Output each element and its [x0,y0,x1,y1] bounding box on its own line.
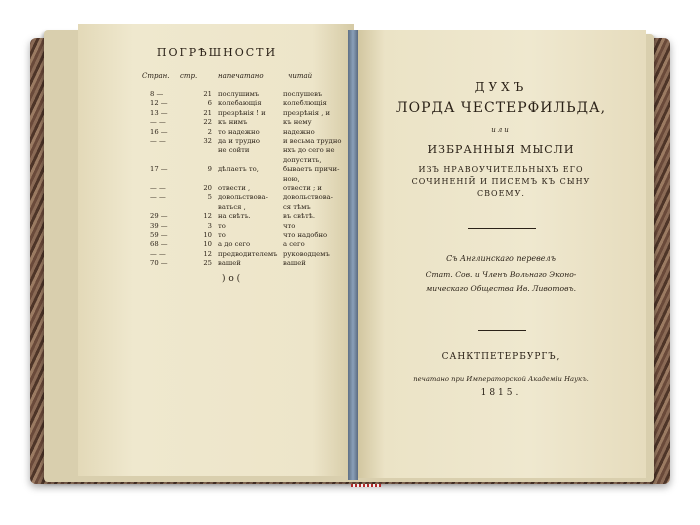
errata-cell-printed: предводителемъ [218,249,278,258]
errata-cell-line: 10 [203,231,212,239]
errata-cell-page: — — [150,184,166,192]
subtitle-line-2: ИЗЪ НРАВОУЧИТЕЛЬНЫХЪ ЕГО [418,165,584,174]
title-ili: или [491,126,511,134]
errata-cell-read: что надобно [283,231,328,239]
errata-cell-read: и весьма трудно [283,137,342,145]
errata-cell-printed: къ нимъ [218,118,248,127]
errata-cell-read: ся тѣмъ [283,202,311,211]
imprint-press: печатано при Императорской Академіи Наукъ. [413,375,589,383]
errata-cell-page: 13 — [150,108,168,117]
errata-title: ПОГРѢШНОСТИ [156,46,278,59]
errata-header-read: читай [288,72,313,80]
errata-cell-line: 10 [203,240,212,249]
errata-cell-read: руководцемъ [283,249,330,258]
errata-cell-page: 39 — [150,221,168,230]
errata-cell-read: допустить, [283,155,322,164]
errata-cell-page: 17 — [150,165,168,174]
errata-cell-page: 68 — [150,240,168,249]
errata-cell-line: 6 [207,99,212,108]
errata-cell-read: бываетъ причи- [283,165,340,174]
errata-cell-read: послушевъ [283,90,323,98]
errata-cell-page: 8 — [150,90,164,98]
errata-cell-read: колеблющія [283,99,327,108]
subtitle-line-1: ИЗБРАННЫЯ МЫСЛИ [427,143,575,156]
errata-cell-printed: вашей [218,259,241,268]
errata-cell-printed: колебающія [218,99,262,108]
errata-header-line: стр. [180,72,198,80]
errata-cell-line: 9 [207,165,212,174]
imprint-city: САНКТПЕТЕРБУРГЪ, [441,352,561,362]
errata-cell-page: 16 — [150,127,168,136]
errata-cell-printed: да и трудно [218,137,261,145]
errata-cell-printed: не сойти [218,146,250,155]
errata-cell-read: отвести ; и [283,184,322,192]
errata-cell-line: 12 [203,249,212,258]
errata-cell-printed: послушимъ [218,90,260,98]
errata-cell-printed: ваться , [218,202,246,211]
errata-cell-read: въ свѣтѣ. [283,212,316,221]
subtitle-line-3: СОЧИНЕНІЙ И ПИСЕМЪ КЪ СЫНУ [411,177,591,186]
subtitle-line-4: СВОЕМУ. [477,189,525,198]
errata-cell-page: 29 — [150,212,168,221]
translator-line-3: мическаго Общества Ив. Ливотовъ. [425,284,577,293]
errata-cell-printed: на свѣтъ. [218,212,251,221]
errata-cell-printed: а до сего [218,240,251,249]
errata-cell-page: — — [150,193,166,202]
errata-cell-line: 21 [203,90,212,98]
errata-cell-read: довольствова- [283,193,333,202]
errata-cell-read: нхъ до сего не [283,146,335,155]
title-line-1: ДУХЪ [474,80,528,94]
errata-cell-read: что [283,221,296,230]
errata-cell-line: 25 [203,259,212,268]
errata-cell-page: — — [150,249,166,258]
errata-cell-page: 12 — [150,99,168,108]
errata-cell-line: 5 [207,193,212,202]
errata-cell-read: а сего [283,240,305,249]
errata-header-page: Стран. [142,72,170,80]
errata-cell-read: ною, [283,174,300,183]
errata-cell-page: 70 — [150,259,168,268]
errata-cell-read: надежно [283,127,315,136]
errata-cell-read: вашей [283,259,306,268]
errata-cell-printed: то [218,231,226,239]
errata-cell-printed: то [218,221,226,230]
errata-cell-printed: отвести , [218,184,251,192]
errata-ornament: ) o ( [222,274,241,284]
errata-cell-line: 21 [203,108,212,117]
translator-line-2: Стат. Сов. и Членъ Вольнаго Эконо- [425,270,577,279]
title-line-2: ЛОРДА ЧЕСТЕРФИЛЬДА, [395,100,607,116]
divider-rule [468,228,536,229]
imprint-year: 1815. [480,388,522,398]
errata-cell-line: 12 [203,212,212,221]
translator-line-1: Съ Англинскаго перевелъ [446,254,556,263]
errata-cell-printed: то надежно [218,127,260,136]
errata-cell-line: 32 [203,137,212,145]
errata-cell-line: 20 [203,184,212,192]
errata-cell-line: 3 [207,221,212,230]
errata-cell-line: 2 [207,127,212,136]
errata-cell-printed: довольствова- [218,193,268,202]
errata-cell-printed: презрѣнія ! и [218,108,266,117]
errata-cell-line: 22 [203,118,212,127]
divider-rule-2 [478,330,526,331]
errata-cell-page: — — [150,118,166,127]
binding-thread [351,484,381,487]
errata-header-printed: напечатано [218,72,264,80]
errata-cell-read: презрѣнія , и [283,108,331,117]
errata-cell-page: — — [150,137,166,145]
errata-cell-printed: дѣлаетъ то, [218,165,259,174]
errata-cell-read: къ нему [283,118,312,127]
errata-cell-page: 59 — [150,231,168,239]
